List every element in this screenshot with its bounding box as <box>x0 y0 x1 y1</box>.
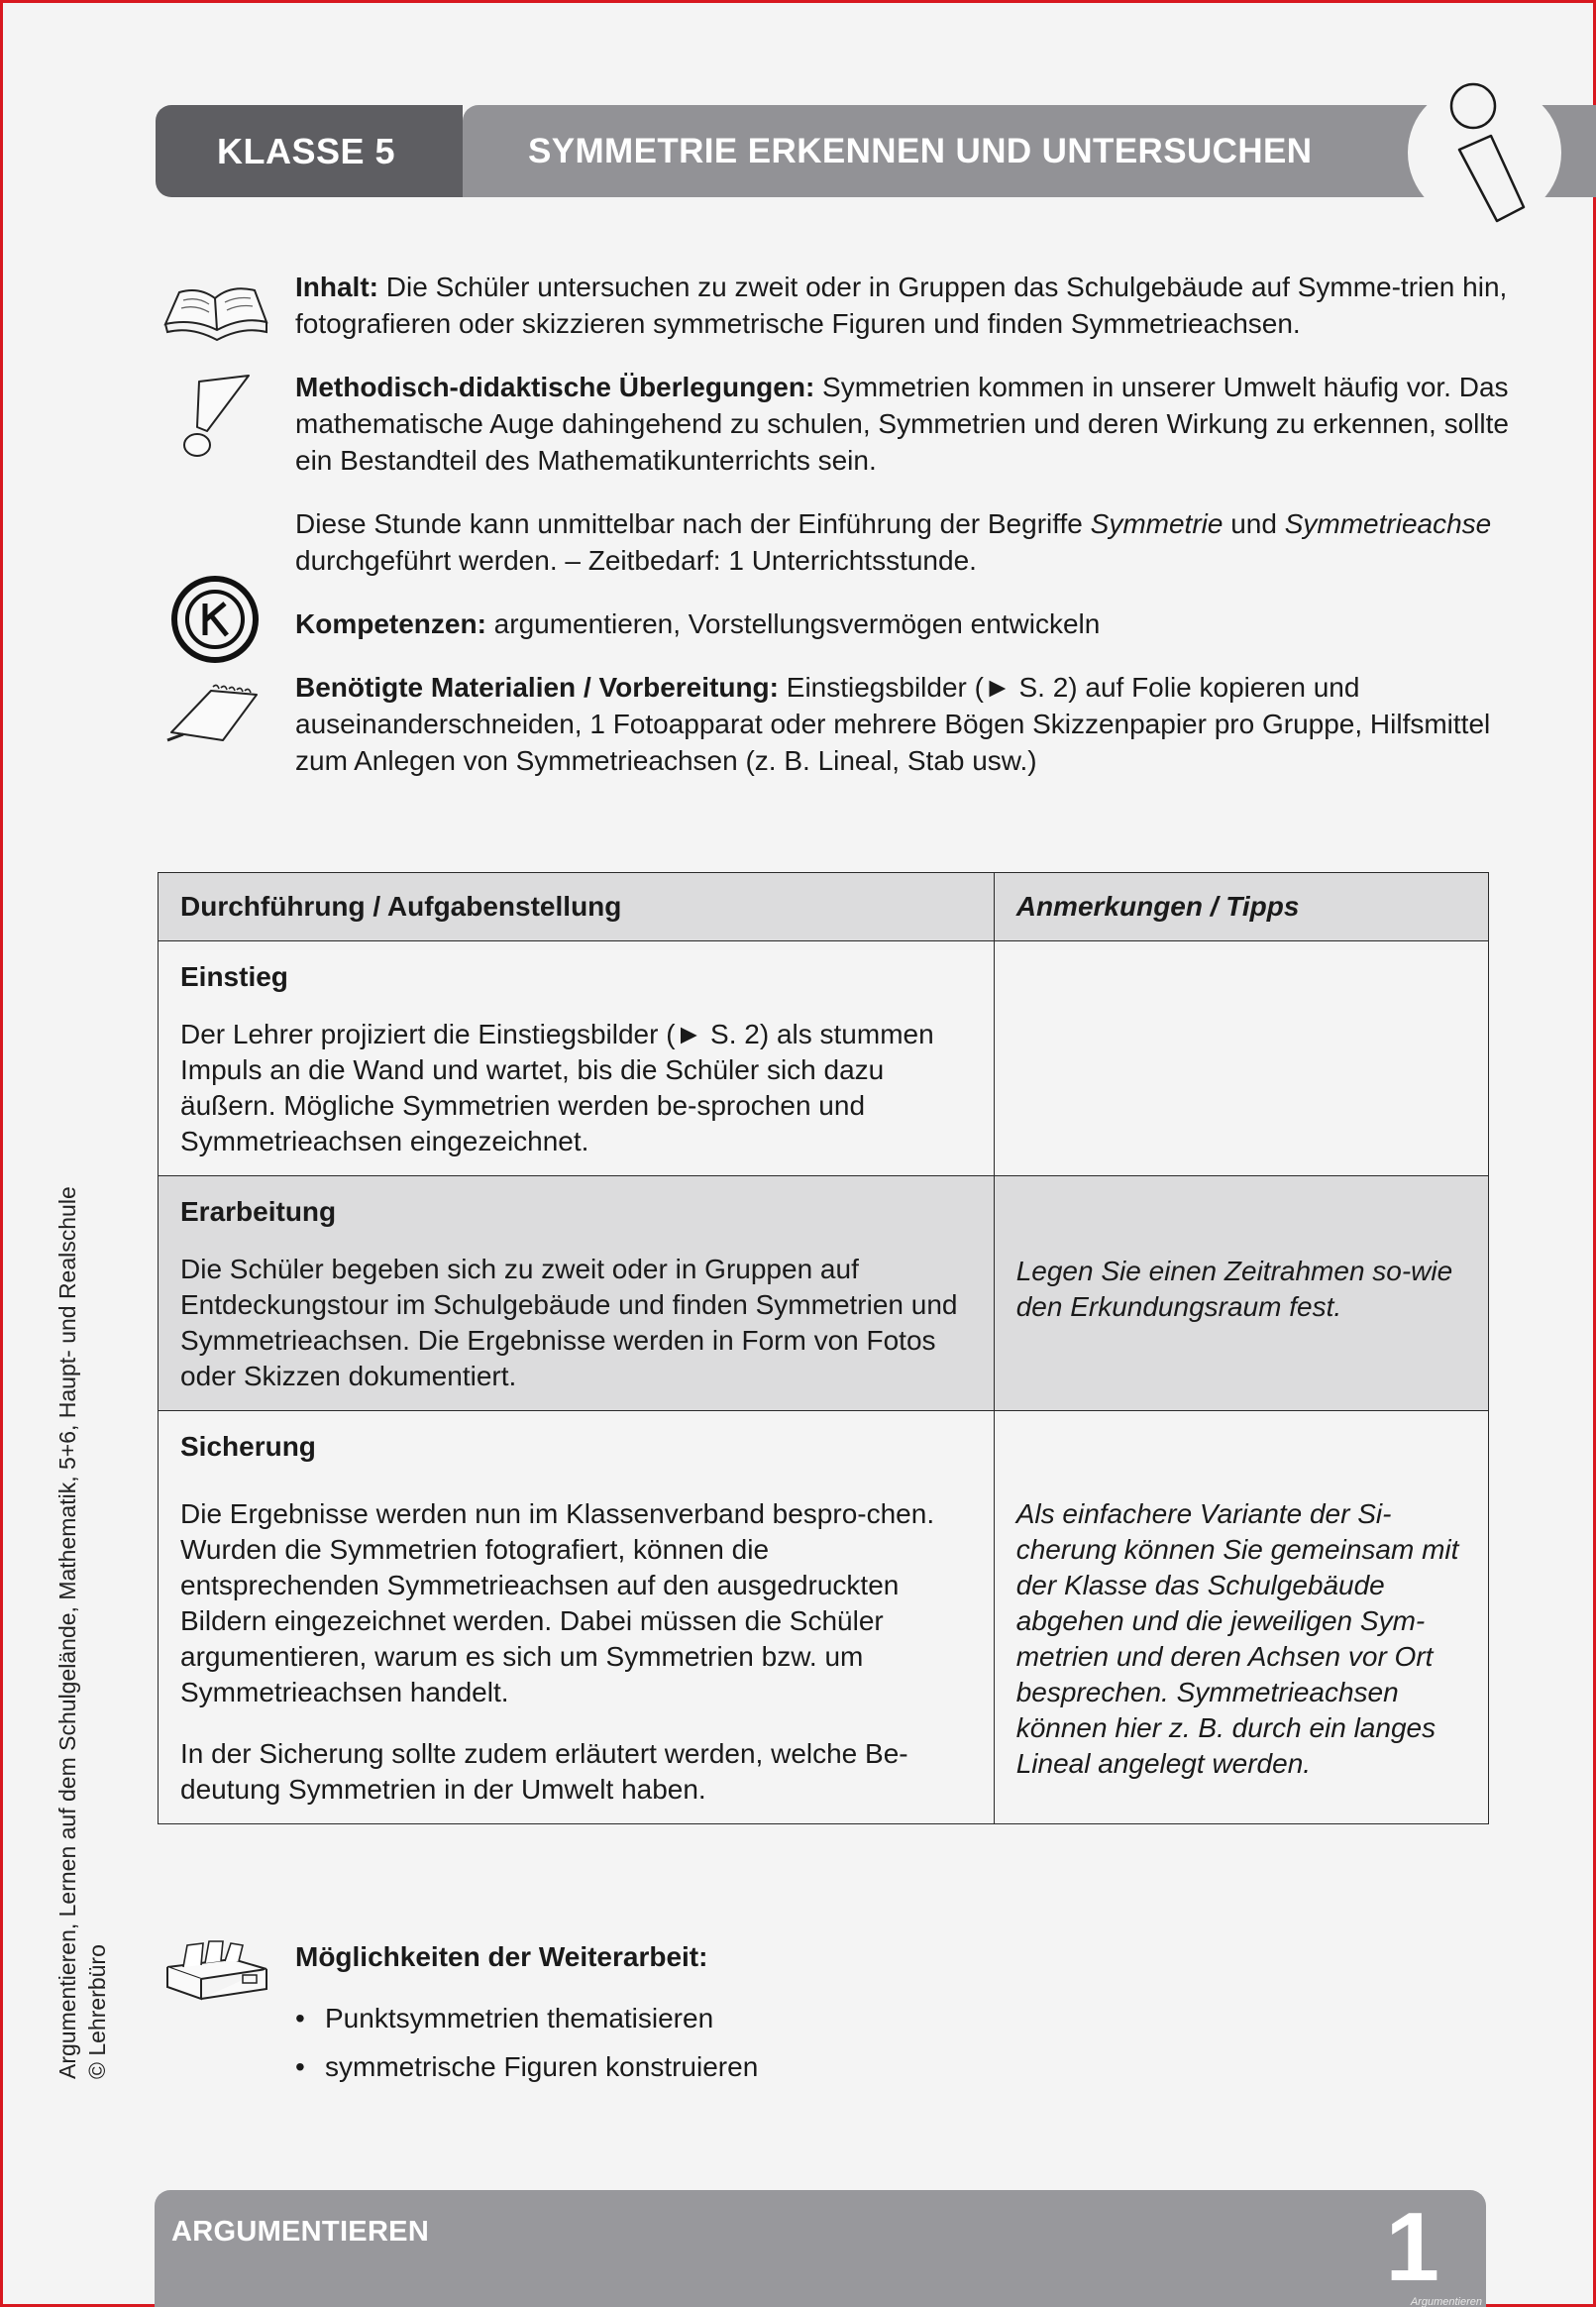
table-cell-task <box>159 1411 995 1823</box>
methodik-text: Symmetrien kommen in unserer Umwelt häufig vor. Das mathematische Auge dahingehend zu schulen, Symmetrien und deren Wirkung zu erkennen, sollte ein Bestandteil des Mathematikunterrichts sein. <box>295 372 1509 476</box>
einsatz-text-2: und <box>1223 508 1285 539</box>
table-row-erarbeitung <box>159 1175 1488 1410</box>
table-header-row <box>159 873 1488 940</box>
side-credit <box>53 1186 112 2079</box>
further-work-section <box>295 1939 758 2098</box>
page-number: 1 <box>1385 2192 1439 2301</box>
footer-watermark: Argumentieren <box>1410 2296 1482 2307</box>
inhalt-text: Die Schüler untersuchen zu zweit oder in Gruppen das Schulgebäude auf Symme-trien hin, fotografieren oder skizzieren symmetrische Figuren und finden Symmetrieachsen. <box>295 272 1508 339</box>
intro-section <box>295 269 1514 806</box>
side-credit-line-2: © Lehrerbüro <box>84 1944 110 2079</box>
inhalt-label: Inhalt: <box>295 272 378 302</box>
kompetenzen-paragraph <box>295 605 1514 642</box>
einsatz-text-1: Diese Stunde kann unmittelbar nach der Einführung der Begriffe <box>295 508 1091 539</box>
table-cell-tip <box>995 941 1488 1175</box>
list-item: • symmetrische Figuren konstruieren <box>295 2049 758 2085</box>
lesson-table <box>158 872 1489 1824</box>
info-icon <box>1430 80 1548 229</box>
section-paragraph: Die Ergebnisse werden nun im Klassenverband bespro-chen. Wurden die Symmetrien fotografiert, können die entsprechenden Symmetrieachsen auf den ausgedruckten Bildern eingezeichnet werden. Dabei müssen die Schüler argumentieren, warum es sich um Symmetrien bzw. um Symmetrieachsen handelt. <box>180 1498 935 1707</box>
einsatz-text-3: durchgeführt werden. – Zeitbedarf: 1 Unterrichtsstunde. <box>295 545 977 576</box>
footer-bar <box>155 2190 1486 2307</box>
header-bar <box>156 105 1596 197</box>
einsatz-term-symmetrie: Symmetrie <box>1090 508 1224 539</box>
card-box-icon <box>161 1933 272 2003</box>
methodik-paragraph <box>295 369 1514 479</box>
table-header-anmerkungen: Anmerkungen / Tipps <box>1015 891 1300 922</box>
materialien-paragraph <box>295 669 1514 779</box>
section-title: Sicherung <box>180 1431 316 1462</box>
further-work-title: Möglichkeiten der Weiterarbeit: <box>295 1941 708 1972</box>
inhalt-paragraph <box>295 269 1514 342</box>
footer-label: ARGUMENTIEREN <box>171 2216 430 2248</box>
k-circle-icon <box>169 574 261 665</box>
side-credit-line-1: Argumentieren, Lernen auf dem Schulgelände, Mathematik, 5+6, Haupt- und Realschule <box>54 1186 80 2079</box>
materialien-text: Einstiegsbilder (► S. 2) auf Folie kopieren und auseinanderschneiden, 1 Fotoapparat oder mehrere Bögen Skizzenpapier pro Gruppe, Hilfsmittel zum Anlegen von Symmetrieachsen (z. B. Lineal, Stab usw.) <box>295 672 1491 776</box>
table-cell-tip: Als einfachere Variante der Si-cherung können Sie gemeinsam mit der Klasse das Schulgebäude abgehen und die jeweiligen Sym-metrien und deren Achsen vor Ort besprechen. Symmetrieachsen können hier z. B. durch ein langes Lineal angelegt werden. <box>1015 1498 1459 1779</box>
section-paragraph: Die Schüler begeben sich zu zweit oder in Gruppen auf Entdeckungstour im Schulgebäude und finden Symmetrien und Symmetrieachsen. Die Ergebnisse werden in Form von Fotos oder Skizzen dokumentiert. <box>180 1254 958 1391</box>
einsatz-term-symmetrieachse: Symmetrieachse <box>1284 508 1492 539</box>
table-cell-task <box>159 941 995 1175</box>
section-paragraph: Der Lehrer projiziert die Einstiegsbilder (► S. 2) als stummen Impuls an die Wand und wartet, bis die Schüler sich dazu äußern. Mögliche Symmetrien werden be-sprochen und Symmetrieachsen eingezeichnet. <box>180 1019 934 1156</box>
einsatz-paragraph <box>295 505 1514 579</box>
table-cell-task <box>159 1176 995 1410</box>
class-label: KLASSE 5 <box>156 105 463 197</box>
notepad-icon <box>165 681 265 746</box>
page-title: SYMMETRIE ERKENNEN UND UNTERSUCHEN <box>463 105 1596 197</box>
exclamation-icon <box>177 372 257 461</box>
table-row-einstieg <box>159 940 1488 1175</box>
section-title: Erarbeitung <box>180 1196 337 1227</box>
table-header-durchfuehrung: Durchführung / Aufgabenstellung <box>159 873 995 940</box>
kompetenzen-label: Kompetenzen: <box>295 608 486 639</box>
kompetenzen-text: argumentieren, Vorstellungsvermögen entwickeln <box>485 608 1101 639</box>
table-row-sicherung <box>159 1410 1488 1823</box>
methodik-label: Methodisch-didaktische Überlegungen: <box>295 372 815 402</box>
book-icon <box>160 275 270 352</box>
list-item: • Punktsymmetrien thematisieren <box>295 2001 758 2036</box>
materialien-label: Benötigte Materialien / Vorbereitung: <box>295 672 779 703</box>
section-title: Einstieg <box>180 961 288 992</box>
table-cell-tip: Legen Sie einen Zeitrahmen so-wie den Erkundungsraum fest. <box>1015 1256 1453 1322</box>
section-paragraph: In der Sicherung sollte zudem erläutert werden, welche Be-deutung Symmetrien in der Umwelt haben. <box>180 1738 908 1805</box>
further-work-list <box>295 2001 758 2085</box>
